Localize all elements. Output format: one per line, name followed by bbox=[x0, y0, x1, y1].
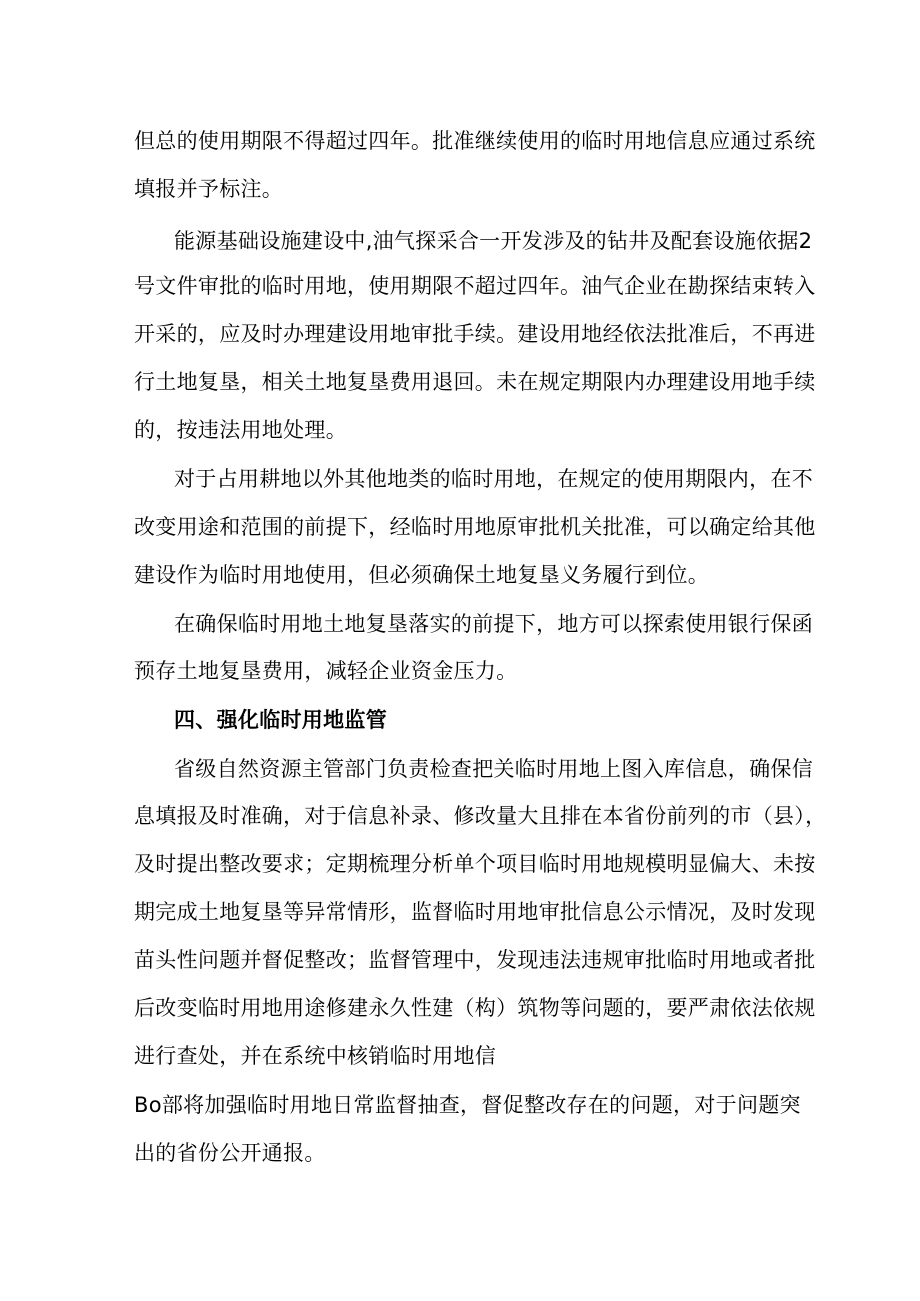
paragraph-line: 但总的使用期限不得超过四年。批准继续使用的临时用地信息应通过系统 bbox=[134, 129, 816, 153]
paragraph-line: 开采的，应及时办理建设用地审批手续。建设用地经依法批准后，不再进 bbox=[134, 322, 816, 346]
paragraph-line: 的，按违法用地处理。 bbox=[134, 418, 347, 442]
paragraph-line: 对于占用耕地以外其他地类的临时用地，在规定的使用期限内，在不 bbox=[174, 467, 813, 491]
section-heading: 四、强化临时用地监管 bbox=[174, 708, 387, 732]
paragraph-line: 在确保临时用地土地复垦落实的前提下，地方可以探索使用银行保函 bbox=[174, 612, 813, 636]
paragraph-line: 期完成土地复垦等异常情形，监督临时用地审批信息公示情况，及时发现 bbox=[134, 900, 816, 924]
paragraph-line: 填报并予标注。 bbox=[134, 177, 284, 201]
paragraph-line: 建设作为临时用地使用，但必须确保土地复垦义务履行到位。 bbox=[134, 563, 710, 587]
paragraph-line: 号文件审批的临时用地，使用期限不超过四年。油气企业在勘探结束转入 bbox=[134, 274, 816, 298]
paragraph-line: 行土地复垦，相关土地复垦费用退回。未在规定期限内办理建设用地手续 bbox=[134, 370, 816, 394]
paragraph-line: 能源基础设施建设中,油气探采合一开发涉及的钻井及配套设施依据2 bbox=[174, 229, 813, 253]
paragraph-line: 苗头性问题并督促整改；监督管理中，发现违法违规审批临时用地或者批 bbox=[134, 948, 816, 972]
paragraph-line: 进行查处，并在系统中核销临时用地信 bbox=[134, 1044, 497, 1068]
paragraph-line: 省级自然资源主管部门负责检查把关临时用地上图入库信息，确保信 bbox=[174, 757, 813, 781]
paragraph-line: 后改变临时用地用途修建永久性建（构）筑物等问题的，要严肃依法依规 bbox=[134, 996, 816, 1020]
paragraph-line: 出的省份公开通报。 bbox=[134, 1141, 326, 1165]
paragraph-line: Bo部将加强临时用地日常监督抽查，督促整改存在的问题，对于问题突 bbox=[134, 1093, 801, 1117]
paragraph-line: 息填报及时准确，对于信息补录、修改量大且排在本省份前列的市（县）， bbox=[134, 804, 827, 828]
paragraph-line: 预存土地复垦费用，减轻企业资金压力。 bbox=[134, 659, 518, 683]
paragraph-line: 改变用途和范围的前提下，经临时用地原审批机关批准，可以确定给其他 bbox=[134, 515, 816, 539]
paragraph-line: 及时提出整改要求；定期梳理分析单个项目临时用地规模明显偏大、未按 bbox=[134, 852, 816, 876]
